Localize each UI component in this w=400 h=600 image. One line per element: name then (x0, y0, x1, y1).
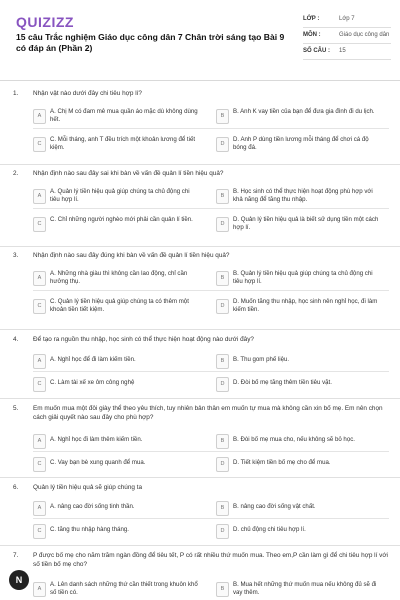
meta-row-subject (303, 28, 391, 44)
option-b[interactable] (216, 500, 380, 518)
question-divider (0, 545, 400, 546)
option-letter-box: B (216, 501, 229, 516)
option-text: D. Quản lý tiền hiệu quả là biết sử dụng tiền một cách hợp lí. (233, 216, 379, 231)
header-divider (0, 80, 400, 81)
option-c[interactable] (33, 298, 197, 316)
question-number: 5. (13, 405, 19, 412)
option-c[interactable] (33, 216, 197, 234)
option-text: B. Quản lý tiền hiệu quả giúp chúng ta chủ động chi tiêu hợp lí. (233, 270, 373, 285)
question-number: 7. (13, 552, 19, 559)
option-letter-box: B (216, 582, 229, 597)
option-text: C. Vay bạn bè xung quanh để mua. (50, 459, 146, 466)
option-a[interactable] (33, 108, 197, 126)
option-text: C. Mỗi tháng, anh T đều trích một khoản lương để tiết kiệm. (50, 136, 196, 151)
option-d[interactable] (216, 376, 380, 394)
option-letter-box: D (216, 524, 229, 539)
option-d[interactable] (216, 456, 380, 474)
option-a[interactable] (33, 500, 197, 518)
question-number: 4. (13, 336, 19, 343)
option-a[interactable] (33, 188, 197, 206)
option-b[interactable] (216, 108, 380, 126)
option-text: C. Làm tài xế xe ôm công nghệ (50, 379, 135, 386)
option-row-divider (33, 451, 389, 452)
option-letter-box: B (216, 271, 229, 286)
option-a[interactable] (33, 433, 197, 451)
option-c[interactable] (33, 376, 197, 394)
option-row-divider (33, 371, 389, 372)
option-text: D. Anh P dùng tiền lương mỗi tháng để chơi cá độ bóng đá. (233, 136, 369, 151)
option-d[interactable] (216, 216, 380, 234)
option-letter-box: C (33, 137, 46, 152)
meta-key: MÔN : (303, 32, 321, 38)
question-text: Quản lý tiền hiệu quả sẽ giúp chúng ta (33, 484, 143, 491)
option-letter-box: A (33, 354, 46, 369)
option-row-divider (33, 128, 389, 129)
floating-action-button[interactable]: N (9, 570, 29, 590)
meta-key: LỚP : (303, 16, 320, 22)
option-letter-box: D (216, 457, 229, 472)
option-d[interactable] (216, 523, 380, 541)
option-text: B. Anh K vay tiền của bạn để đưa gia đình đi du lịch. (233, 108, 375, 115)
option-b[interactable] (216, 433, 380, 451)
option-letter-box: C (33, 377, 46, 392)
option-letter-box: C (33, 217, 46, 232)
option-letter-box: D (216, 137, 229, 152)
option-d[interactable] (216, 298, 380, 316)
meta-row-grade (303, 12, 391, 28)
meta-key: SỐ CÂU : (303, 48, 330, 54)
option-text: C. tăng thu nhập hàng tháng. (50, 526, 129, 533)
option-letter-box: B (216, 434, 229, 449)
option-text: A. nâng cao đời sống tinh thần. (50, 503, 135, 510)
header (0, 0, 400, 72)
question-divider (0, 398, 400, 399)
option-text: B. Mua hết những thứ muốn mua nếu không đủ sẽ đi vay thêm. (233, 581, 377, 596)
option-text: A. Nghỉ học đi làm thêm kiếm tiền. (50, 436, 143, 443)
option-text: B. Học sinh có thể thực hiện hoạt động phù hợp với khả năng để tăng thu nhập. (233, 188, 373, 203)
option-text: D. Đòi bố mẹ tăng thêm tiền tiêu vặt. (233, 379, 332, 386)
option-d[interactable] (216, 136, 380, 154)
meta-value: Lớp 7 (339, 16, 355, 22)
option-text: A. Lên danh sách những thứ cần thiết trong khuôn khổ số tiền có. (50, 581, 198, 596)
option-a[interactable] (33, 353, 197, 371)
option-letter-box: C (33, 299, 46, 314)
option-row-divider (33, 518, 389, 519)
option-c[interactable] (33, 136, 197, 154)
option-text: B. nâng cao đời sống vật chất. (233, 503, 316, 510)
meta-row-count (303, 44, 391, 60)
option-row-divider (33, 290, 389, 291)
option-text: B. Đòi bố mẹ mua cho, nếu không sẽ bỏ học. (233, 436, 355, 443)
question-number: 2. (13, 170, 19, 177)
question-text: Em muốn mua một đôi giày thể theo yêu thích, tuy nhiên bản thân em muốn tự mua mà không cần xin bố mẹ. Em nên chọn cách giải quyết nào sau đây cho phù hợp? (33, 405, 383, 421)
option-letter-box: B (216, 354, 229, 369)
option-text: D. chủ động chi tiêu hợp lí. (233, 526, 306, 533)
question-divider (0, 246, 400, 247)
question-divider (0, 477, 400, 478)
option-b[interactable] (216, 270, 380, 288)
question-text: P được bố mẹ cho năm trăm ngàn đồng để tiêu tết, P có rất nhiều thứ muốn mua. Theo em,P cần làm gì để chi tiêu hợp lí với số tiền bố mẹ cho? (33, 552, 388, 568)
option-letter-box: A (33, 271, 46, 286)
page-title: 15 câu Trắc nghiệm Giáo dục công dân 7 Chân trời sáng tạo Bài 9 có đáp án (Phần 2) (16, 32, 285, 53)
option-letter-box: A (33, 501, 46, 516)
option-letter-box: A (33, 434, 46, 449)
option-letter-box: B (216, 109, 229, 124)
option-c[interactable] (33, 523, 197, 541)
quizizz-logo[interactable]: QUIZIZZ (16, 14, 74, 30)
option-letter-box: D (216, 377, 229, 392)
option-text: A. Những nhà giàu thì không cần lao động, chỉ cần hưởng thụ. (50, 270, 188, 285)
option-text: A. Chị M có đam mê mua quần áo mặc dù không dùng hết. (50, 108, 198, 123)
option-letter-box: B (216, 189, 229, 204)
question-number: 6. (13, 484, 19, 491)
question-text: Để tạo ra nguồn thu nhập, học sinh có thể thực hiện hoạt động nào dưới đây? (33, 336, 254, 343)
option-letter-box: A (33, 582, 46, 597)
meta-table (303, 12, 391, 60)
option-b[interactable] (216, 188, 380, 206)
option-a[interactable] (33, 270, 197, 288)
option-letter-box: D (216, 299, 229, 314)
option-row-divider (33, 208, 389, 209)
option-text: A. Nghỉ học để đi làm kiếm tiền. (50, 356, 136, 363)
question-text: Nhận vật nào dưới đây chi tiêu hợp lí? (33, 90, 142, 97)
option-letter-box: A (33, 189, 46, 204)
question-text: Nhận định nào sau đây sai khi bàn về vấn đề quản lí tiền hiệu quả? (33, 170, 224, 177)
meta-value: 15 (339, 48, 346, 54)
option-letter-box: A (33, 109, 46, 124)
option-text: D. Tiết kiệm tiền bố mẹ cho để mua. (233, 459, 331, 466)
question-text: Nhận định nào sau đây đúng khi bàn về vấn đề quản lí tiền hiệu quả? (33, 252, 230, 259)
option-text: C. Quản lý tiền hiệu quả giúp chúng ta có thêm một khoản tiền tiết kiệm. (50, 298, 189, 313)
option-b[interactable] (216, 581, 380, 599)
option-text: C. Chỉ những người nghèo mới phải cần quản lí tiền. (50, 216, 193, 223)
option-text: A. Quản lý tiền hiệu quả giúp chúng ta chủ động chi tiêu hợp lí. (50, 188, 190, 203)
option-letter-box: C (33, 524, 46, 539)
question-number: 3. (13, 252, 19, 259)
option-text: D. Muốn tăng thu nhập, học sinh nên nghỉ học, đi làm kiếm tiền. (233, 298, 378, 313)
option-letter-box: C (33, 457, 46, 472)
question-divider (0, 329, 400, 330)
question-divider (0, 164, 400, 165)
option-b[interactable] (216, 353, 380, 371)
option-letter-box: D (216, 217, 229, 232)
option-text: B. Thu gom phế liệu. (233, 356, 290, 363)
option-a[interactable] (33, 581, 197, 599)
question-number: 1. (13, 90, 19, 97)
meta-value: Giáo dục công dân (339, 32, 390, 38)
option-c[interactable] (33, 456, 197, 474)
